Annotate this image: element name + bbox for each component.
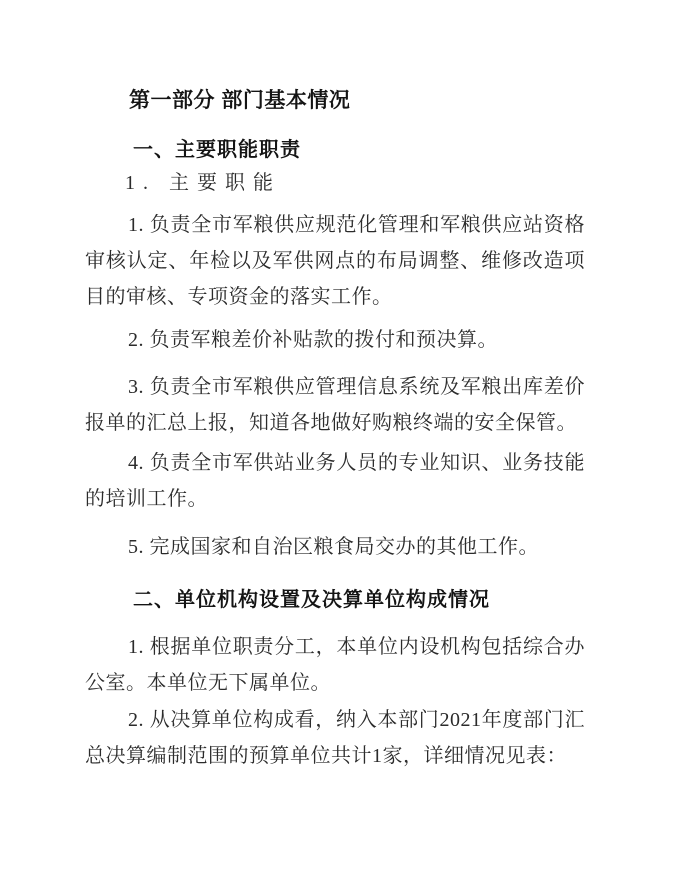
section1-sub-heading: 1. 主要职能 [125, 172, 281, 194]
org-paragraph-1: 1. 根据单位职责分工，本单位内设机构包括综合办公室。本单位无下属单位。 [85, 636, 585, 694]
section1-heading: 一、主要职能职责 [133, 139, 301, 161]
section2-heading: 二、单位机构设置及决算单位构成情况 [133, 589, 490, 611]
duty-paragraph-1: 1. 负责全市军粮供应规范化管理和军粮供应站资格审核认定、年检以及军供网点的布局调整、维修改造项目的审核、专项资金的落实工作。 [85, 214, 585, 308]
duty-paragraph-4: 4. 负责全市军供站业务人员的专业知识、业务技能的培训工作。 [85, 452, 585, 510]
duty-paragraph-5: 5. 完成国家和自治区粮食局交办的其他工作。 [128, 536, 539, 558]
part-title: 第一部分 部门基本情况 [129, 89, 351, 112]
duty-paragraph-2: 2. 负责军粮差价补贴款的拨付和预决算。 [128, 329, 498, 351]
duty-paragraph-3: 3. 负责全市军粮供应管理信息系统及军粮出库差价报单的汇总上报，知道各地做好购粮终端的安全保管。 [85, 376, 585, 434]
org-paragraph-2: 2. 从决算单位构成看，纳入本部门2021年度部门汇总决算编制范围的预算单位共计1家，详细情况见表： [85, 709, 585, 767]
